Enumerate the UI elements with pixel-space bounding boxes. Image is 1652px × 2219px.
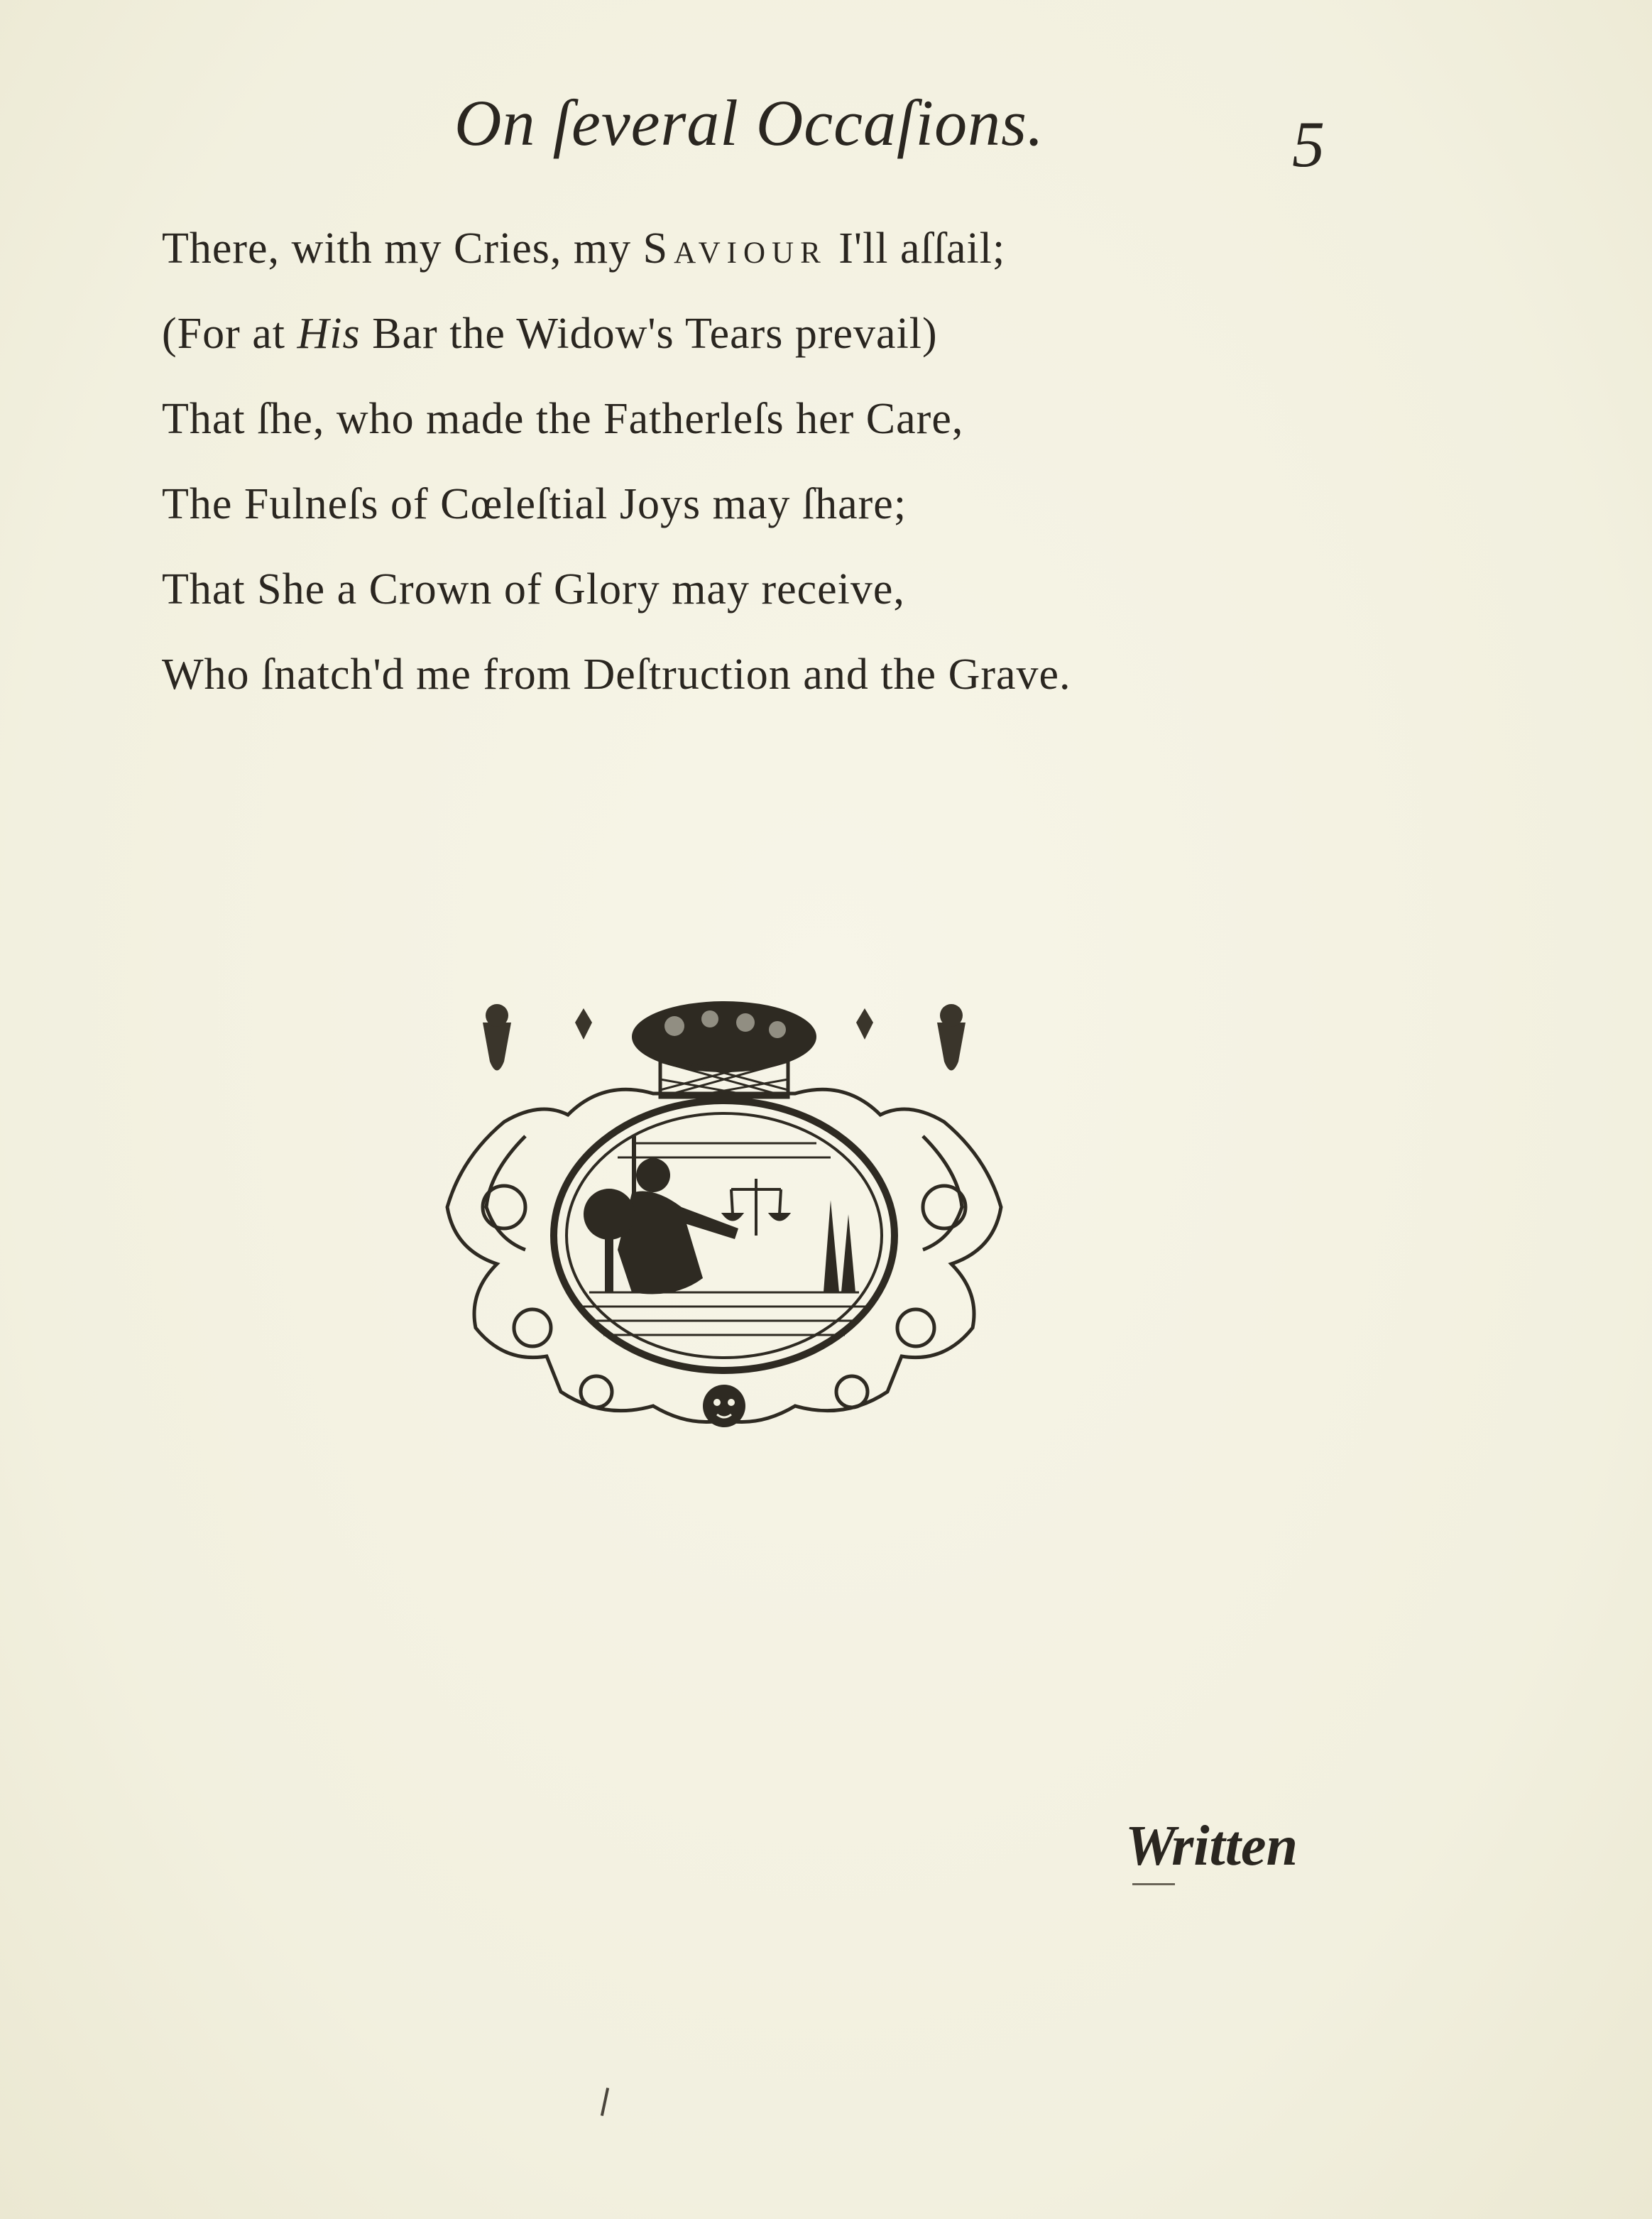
- catchword: Written: [1125, 1815, 1298, 1877]
- italic-word: His: [297, 310, 361, 358]
- page-number: 5: [1292, 108, 1325, 180]
- ink-mark: [601, 2088, 609, 2116]
- verse-line-text: Bar the Widow's Tears prevail): [360, 310, 938, 358]
- verse-line-text: There, with my Cries, my: [162, 224, 643, 273]
- verse-line: Who ſnatch'd me from Deſtruction and the Grave.: [162, 650, 1071, 699]
- catchword-underline: [1132, 1883, 1175, 1885]
- poem-stanza: [162, 206, 1369, 717]
- verse-line: [162, 291, 1369, 376]
- small-caps-word: Saviour: [642, 224, 827, 273]
- verse-line-text: I'll aſſail;: [826, 224, 1006, 273]
- verse-line-text: (For at: [162, 310, 297, 358]
- verse-line: That ſhe, who made the Fatherleſs her Care,: [162, 395, 964, 443]
- verse-line: The Fulneſs of Cœleſtial Joys may ſhare;: [162, 480, 907, 528]
- running-title: On ſeveral Occaſions.: [454, 87, 1044, 159]
- verse-line: [162, 206, 1369, 291]
- justice-vignette-icon: [419, 994, 1029, 1449]
- verse-line: That She a Crown of Glory may receive,: [162, 565, 905, 614]
